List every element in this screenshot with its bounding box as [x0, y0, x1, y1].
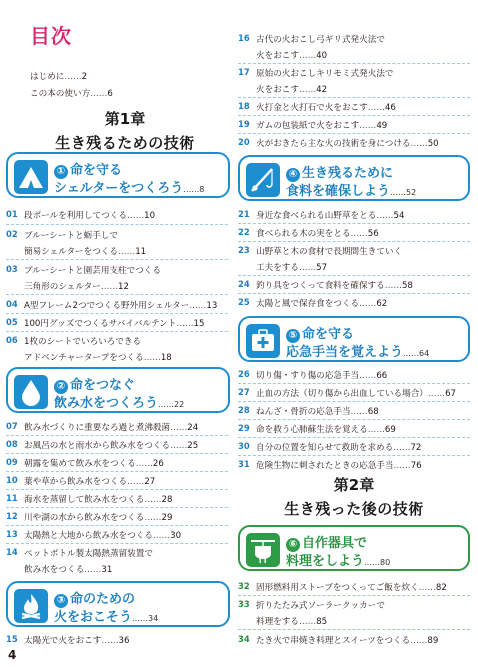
- section-3-box: ③ 命のための 火をおこそう……34: [6, 581, 230, 627]
- divider: [6, 224, 228, 225]
- divider: [6, 294, 228, 295]
- campfire-icon: [14, 589, 48, 623]
- divider: [238, 293, 470, 294]
- chapter-number: 第2章: [333, 476, 375, 494]
- divider: [238, 223, 470, 224]
- divider: [6, 525, 228, 526]
- section-2-box: ② 命をつなぐ 飲み水をつくろう……22: [6, 367, 230, 413]
- divider: [6, 471, 228, 472]
- section-title-line2: 食料を確保しよう: [286, 184, 391, 199]
- divider: [6, 453, 228, 454]
- chapter-name: 生き残るための技術: [55, 134, 195, 152]
- section-title-line2: シェルターをつくろう: [54, 181, 184, 196]
- divider: [238, 241, 470, 242]
- section-badge: ⑤: [286, 329, 300, 343]
- section-title-line2: 応急手当を覚えよう: [286, 345, 404, 360]
- divider: [6, 259, 228, 260]
- section-title-line2: 料理をしよう: [286, 554, 365, 569]
- divider: [6, 435, 228, 436]
- intro-item: この本の使い方……6: [30, 89, 113, 99]
- divider: [238, 115, 470, 116]
- section-6-box: ⑥ 自作器具で 料理をしよう……80: [238, 525, 470, 571]
- section-title-line1: 生き残るために: [302, 166, 394, 181]
- chapter-1-heading: [20, 108, 230, 153]
- divider: [6, 313, 228, 314]
- section-badge: ②: [54, 380, 68, 394]
- section-badge: ①: [54, 165, 68, 179]
- divider: [6, 489, 228, 490]
- fishing-rod-icon: [246, 163, 280, 197]
- section-title-line1: 命を守る: [70, 163, 123, 178]
- divider: [6, 507, 228, 508]
- intro-item: はじめに……2: [30, 72, 88, 82]
- section-title-line2: 飲み水をつくろう: [54, 396, 159, 411]
- divider: [6, 543, 228, 544]
- divider: [238, 629, 470, 630]
- divider: [238, 133, 470, 134]
- divider: [238, 63, 470, 64]
- first-aid-icon: [246, 324, 280, 358]
- chapter-name: 生き残った後の技術: [284, 500, 424, 518]
- divider: [238, 455, 470, 456]
- section-4-box: ④ 生き残るために 食料を確保しよう……52: [238, 155, 470, 201]
- chapter-number: 第1章: [104, 110, 146, 128]
- section-title-line1: 命をつなぐ: [70, 378, 136, 393]
- cooking-pot-icon: [246, 533, 280, 567]
- divider: [238, 437, 470, 438]
- tent-icon: [14, 160, 48, 194]
- page-number: 4: [8, 648, 17, 662]
- chapter-2-heading: [238, 474, 470, 519]
- divider: [238, 595, 470, 596]
- water-drop-icon: [14, 375, 48, 409]
- divider: [238, 383, 470, 384]
- section-title-line1: 命のための: [70, 592, 136, 607]
- divider: [6, 331, 228, 332]
- page-title: 目次: [30, 24, 72, 48]
- section-title-line2: 火をおこそう: [54, 610, 133, 625]
- section-5-box: ⑤ 命を守る 応急手当を覚えよう……64: [238, 316, 470, 362]
- divider: [238, 97, 470, 98]
- section-title-line1: 命を守る: [302, 327, 355, 342]
- divider: [238, 401, 470, 402]
- section-1-box: ① 命を守る シェルターをつくろう……8: [6, 152, 230, 198]
- divider: [238, 275, 470, 276]
- divider: [238, 419, 470, 420]
- section-title-line1: 自作器具で: [302, 536, 368, 551]
- section-badge: ⑥: [286, 538, 300, 552]
- section-badge: ④: [286, 168, 300, 182]
- section-badge: ③: [54, 594, 68, 608]
